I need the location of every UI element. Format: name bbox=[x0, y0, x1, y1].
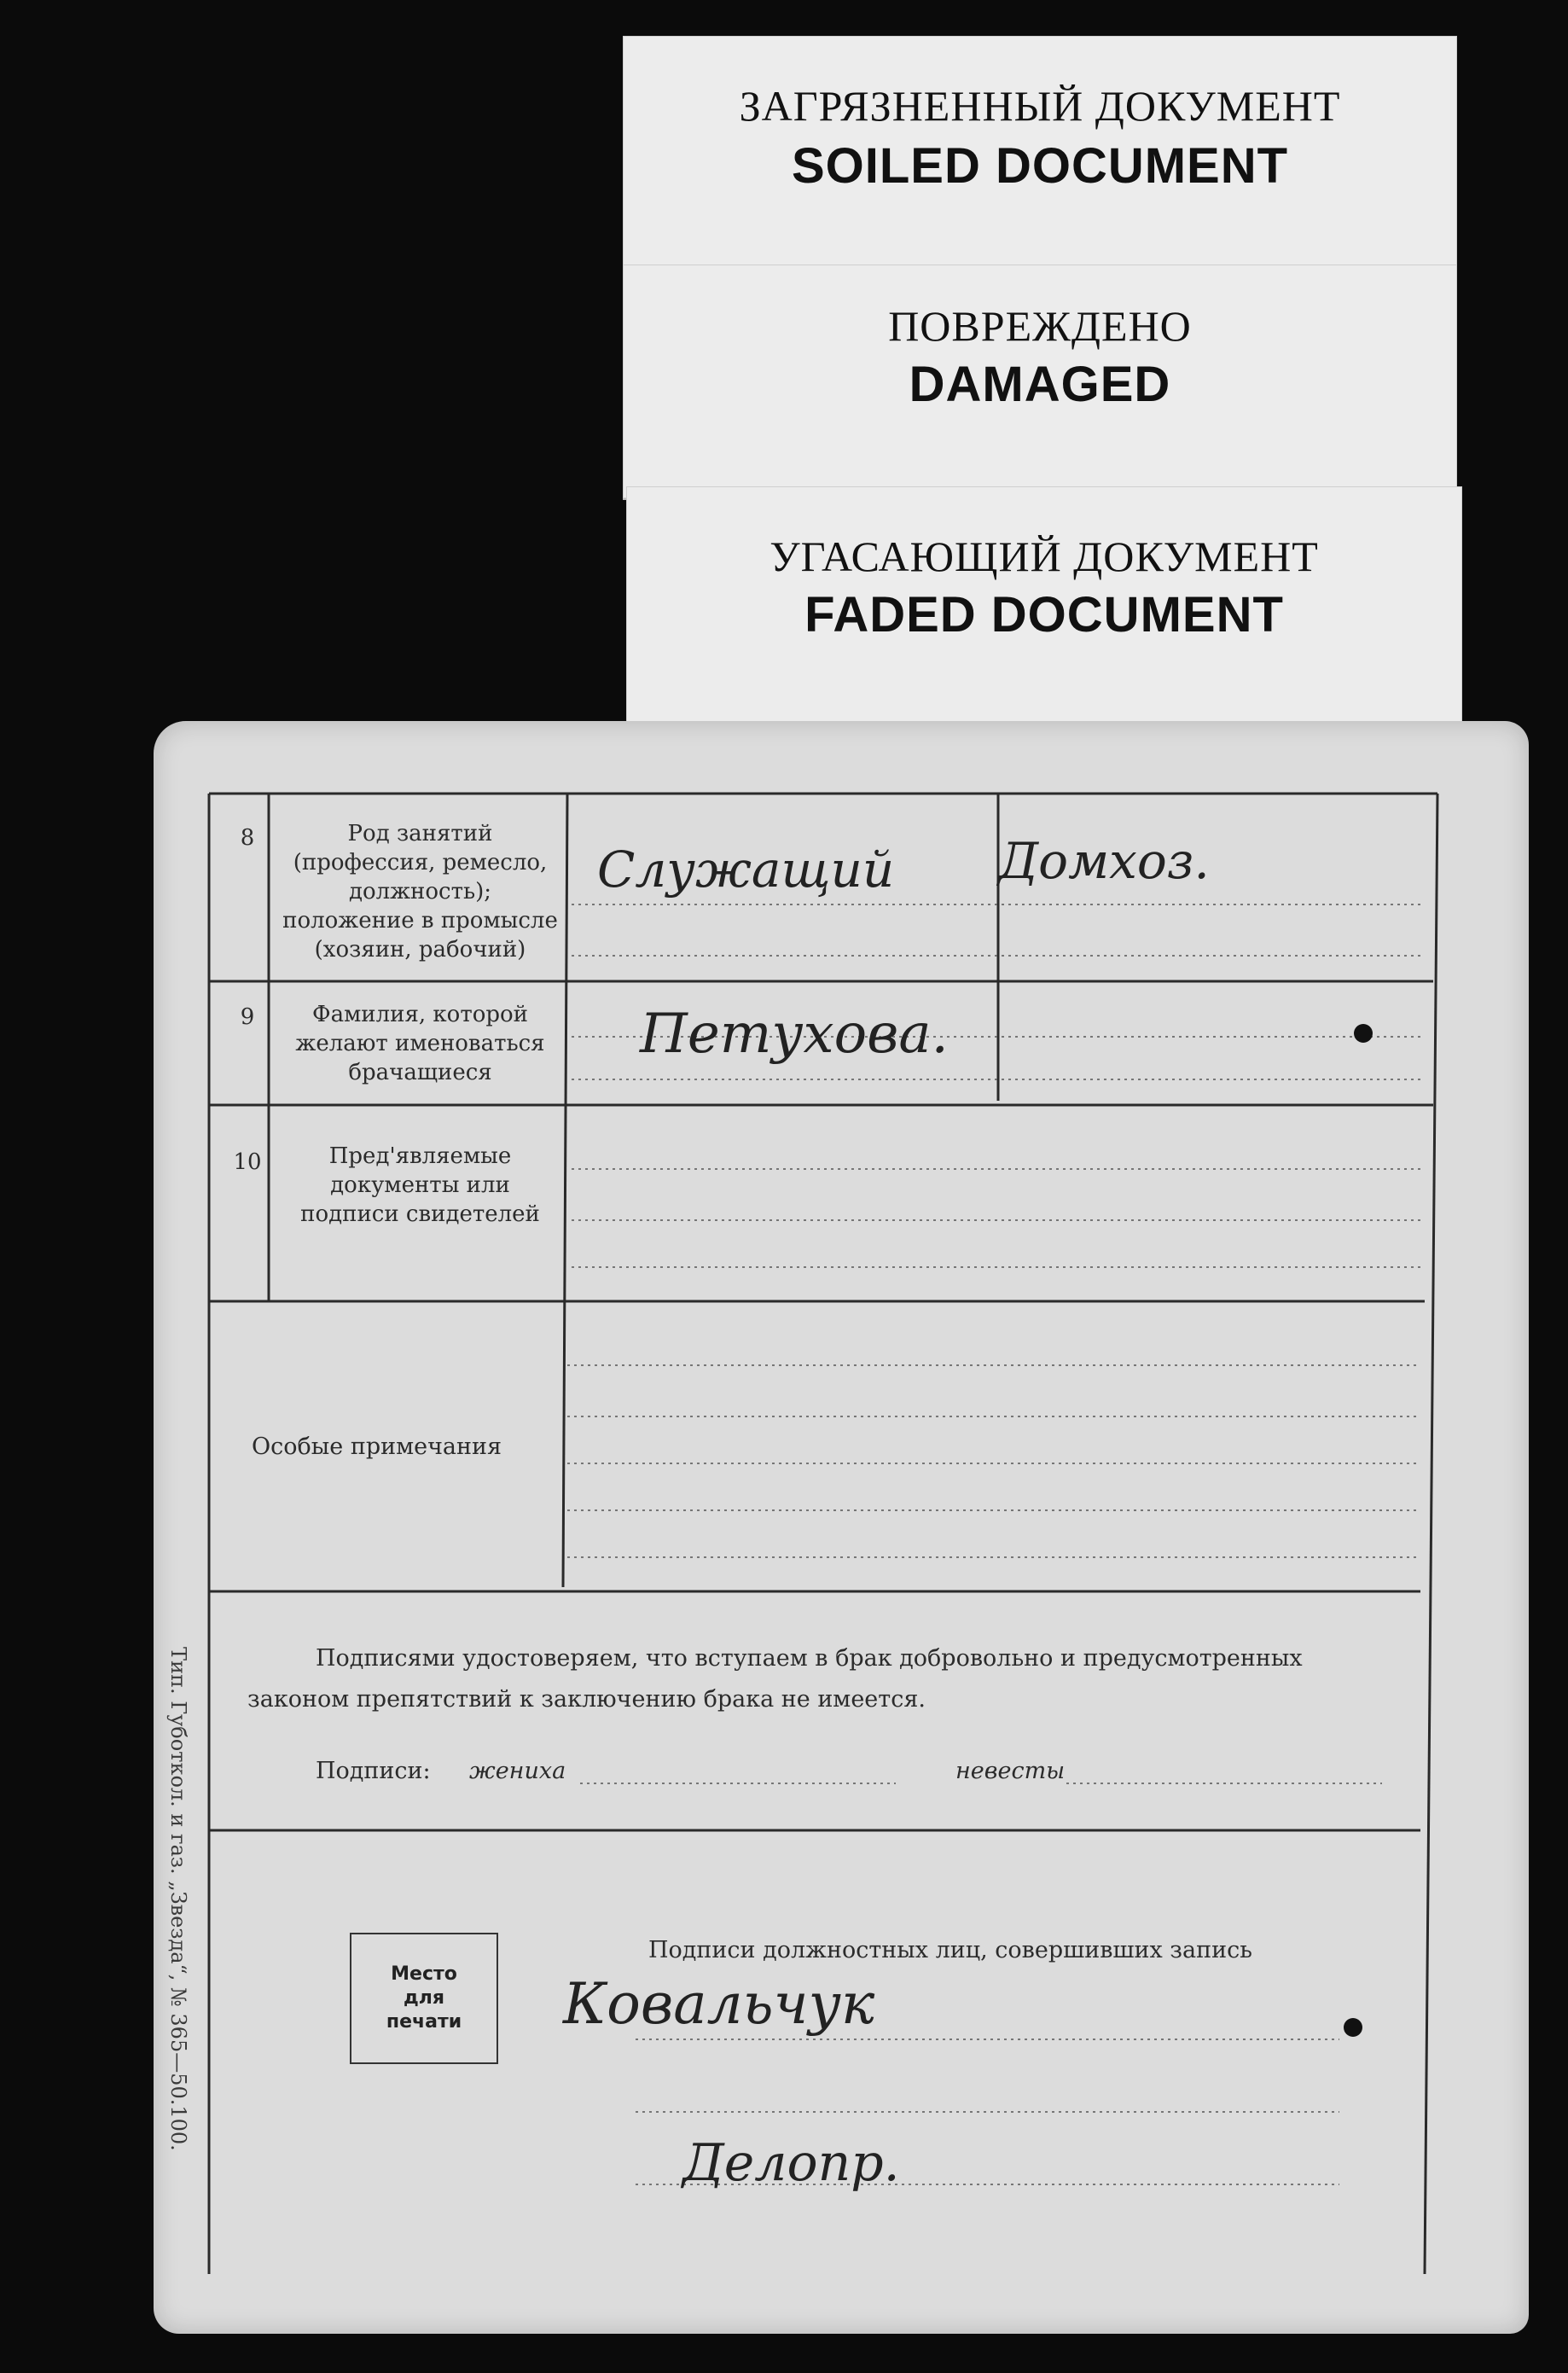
seal-place-box bbox=[350, 1933, 498, 2064]
clerk-signature: Делопр. bbox=[682, 2133, 900, 2193]
punch-hole bbox=[1344, 2018, 1362, 2037]
faded-en: FADED DOCUMENT bbox=[804, 587, 1284, 643]
row8-number: 8 bbox=[240, 825, 255, 851]
signatures-label: Подписи: bbox=[316, 1758, 431, 1784]
officials-label: Подписи должностных лиц, совершивших запись bbox=[648, 1937, 1252, 1963]
declaration-text: Подписями удостоверяем, что вступаем в брак добровольно и предусмотренных законом препятствий к заключению брака не имеется. bbox=[247, 1645, 1303, 1713]
groom-label: жениха bbox=[469, 1758, 566, 1784]
damaged-en: DAMAGED bbox=[909, 357, 1171, 412]
printer-imprint: Тип. Губоткол. и газ. „Звезда“, № 365—50.100. bbox=[166, 1647, 190, 2151]
seal-line2: для bbox=[403, 1987, 444, 2009]
seal-line1: Место bbox=[391, 1963, 457, 1985]
row8-occupation-bride: Домхоз. bbox=[998, 832, 1210, 890]
row8-label: Род занятий (профессия, ремесло, должность); положение в промысле (хозяин, рабочий) bbox=[282, 821, 558, 963]
punch-hole bbox=[1354, 1024, 1373, 1043]
official-signature: Ковальчук bbox=[563, 1971, 875, 2037]
seal-line3: печати bbox=[386, 2011, 462, 2033]
row9-number: 9 bbox=[240, 1004, 255, 1030]
faded-ru: УГАСАЮЩИЙ ДОКУМЕНТ bbox=[769, 532, 1319, 580]
soiled-en: SOILED DOCUMENT bbox=[791, 138, 1289, 194]
bride-label: невесты bbox=[955, 1758, 1066, 1784]
row10-number: 10 bbox=[233, 1149, 262, 1175]
damaged-ru: ПОВРЕЖДЕНО bbox=[888, 302, 1192, 350]
row8-occupation-groom: Служащий bbox=[597, 840, 895, 899]
row10-label: Пред'являемые документы или подписи свидетелей bbox=[300, 1143, 540, 1227]
remarks-label: Особые примечания bbox=[252, 1434, 502, 1460]
soiled-ru: ЗАГРЯЗНЕННЫЙ ДОКУМЕНТ bbox=[739, 82, 1341, 130]
row9-label: Фамилия, которой желают именоваться брачащиеся bbox=[295, 1002, 545, 1085]
row9-surname: Петухова. bbox=[640, 1003, 949, 1066]
